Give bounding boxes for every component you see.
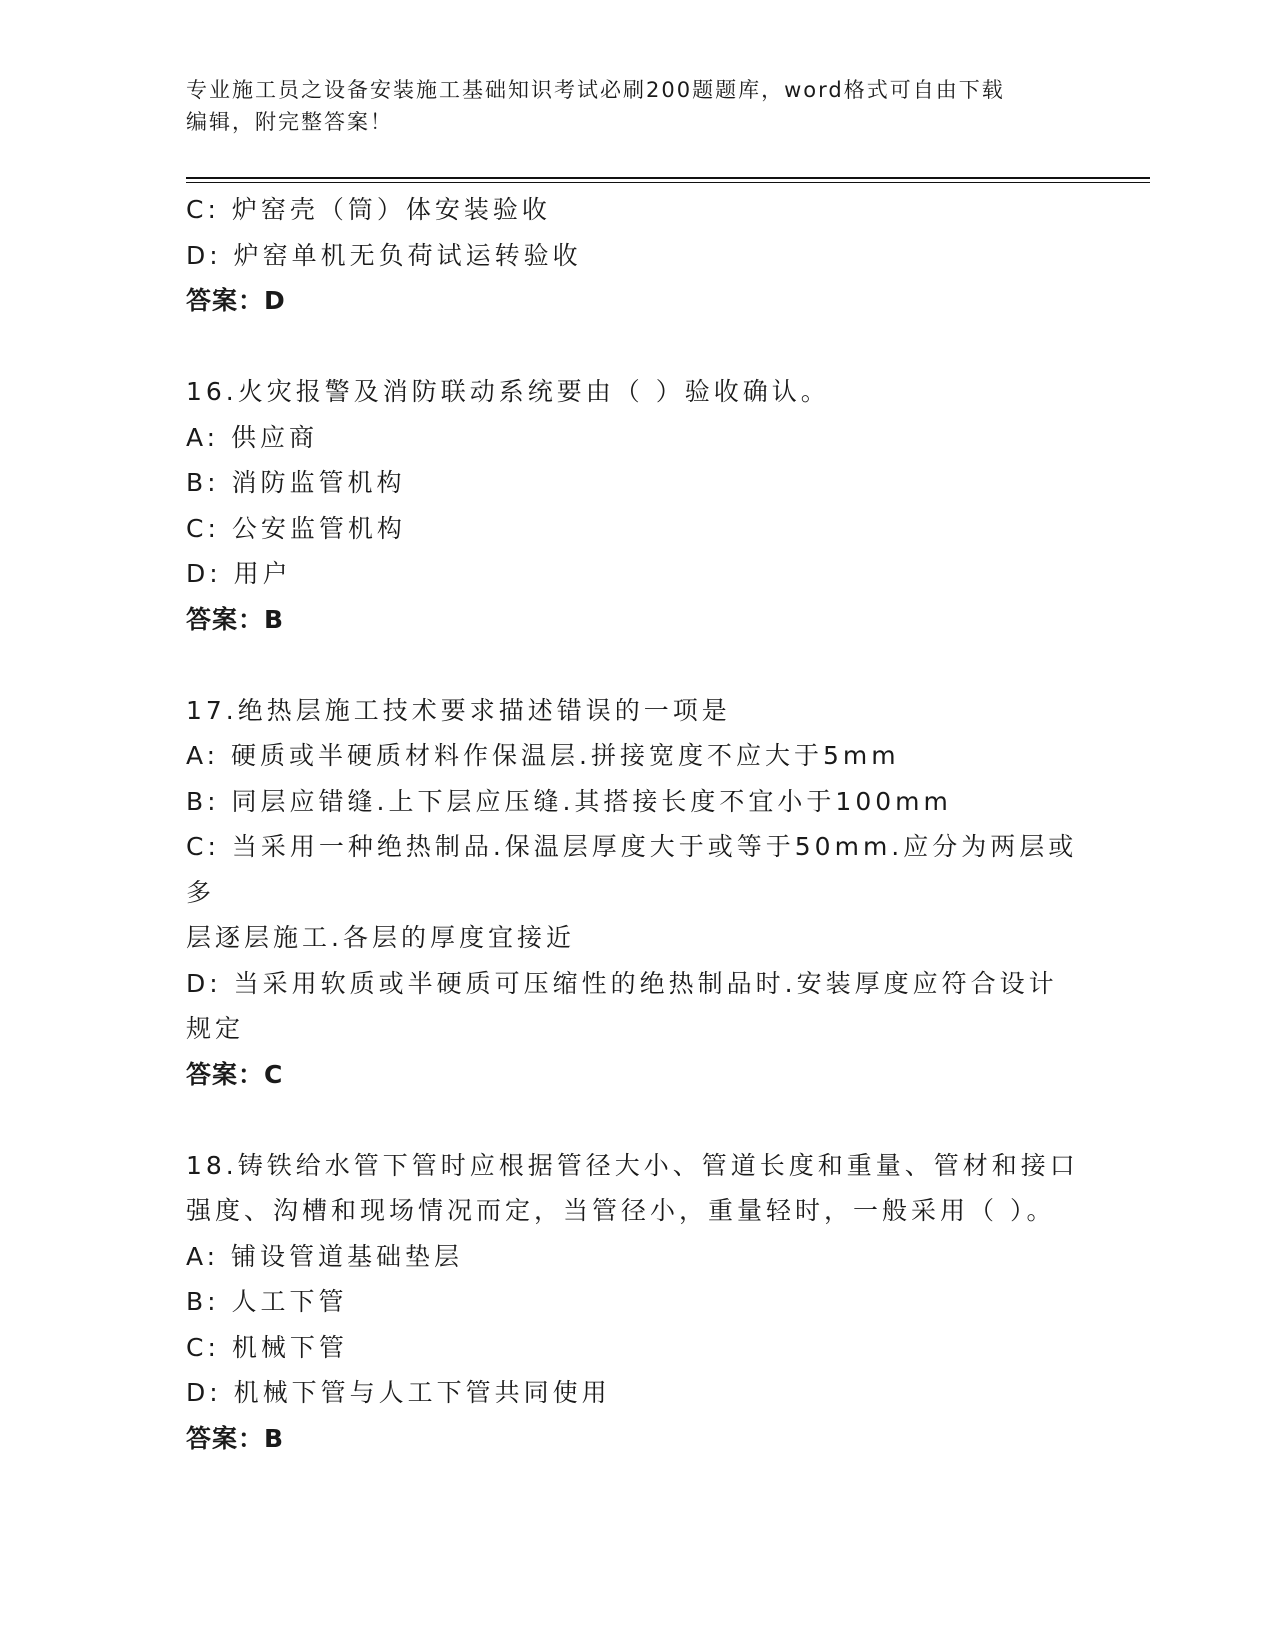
option-d: D: 用户 (186, 559, 292, 588)
question-18 (186, 1143, 1086, 1462)
question-text: 16.火灾报警及消防联动系统要由（ ）验收确认。 (186, 377, 830, 406)
question-17 (186, 688, 1086, 1098)
option-a: A: 铺设管道基础垫层 (186, 1241, 464, 1271)
header-line-2: 编辑，附完整答案！ (186, 110, 393, 134)
question-15-tail (186, 187, 1086, 324)
option-c: C: 公安监管机构 (186, 513, 406, 543)
option-c-line-2: 层逐层施工.各层的厚度宜接近 (186, 923, 575, 952)
question-text-line-2: 强度、沟槽和现场情况而定，当管径小，重量轻时，一般采用（ ）。 (186, 1196, 1056, 1225)
answer: 答案：B (186, 1423, 285, 1453)
answer: 答案：B (186, 604, 285, 634)
question-text-line-1: 18.铸铁给水管下管时应根据管径大小、管道长度和重量、管材和接口 (186, 1150, 1079, 1180)
spacer (186, 642, 1086, 688)
question-text: 17.绝热层施工技术要求描述错误的一项是 (186, 695, 731, 725)
option-c-line-1: C: 当采用一种绝热制品.保温层厚度大于或等于50mm.应分为两层或多 (186, 832, 1078, 907)
answer: 答案：D (186, 286, 286, 315)
spacer (186, 1097, 1086, 1143)
option-d: D: 炉窑单机无负荷试运转验收 (186, 240, 582, 270)
document-header (186, 74, 1066, 138)
question-16 (186, 369, 1086, 642)
spacer (186, 324, 1086, 370)
option-c: C: 炉窑壳（筒）体安装验收 (186, 195, 551, 224)
option-d-line-1: D: 当采用软质或半硬质可压缩性的绝热制品时.安装厚度应符合设计 (186, 968, 1058, 998)
option-a: A: 供应商 (186, 422, 319, 452)
option-c: C: 机械下管 (186, 1332, 348, 1362)
question-list (186, 187, 1086, 1461)
option-b: B: 人工下管 (186, 1287, 348, 1316)
header-rule-thin (186, 182, 1150, 183)
option-d-line-2: 规定 (186, 1014, 245, 1043)
option-b: B: 消防监管机构 (186, 468, 406, 497)
option-a: A: 硬质或半硬质材料作保温层.拼接宽度不应大于5mm (186, 741, 900, 770)
answer: 答案：C (186, 1059, 284, 1089)
option-b: B: 同层应错缝.上下层应压缝.其搭接长度不宜小于100mm (186, 786, 952, 816)
header-rule-thick (186, 177, 1150, 179)
option-d: D: 机械下管与人工下管共同使用 (186, 1378, 611, 1407)
header-line-1: 专业施工员之设备安装施工基础知识考试必刷200题题库，word格式可自由下载 (186, 78, 1005, 102)
